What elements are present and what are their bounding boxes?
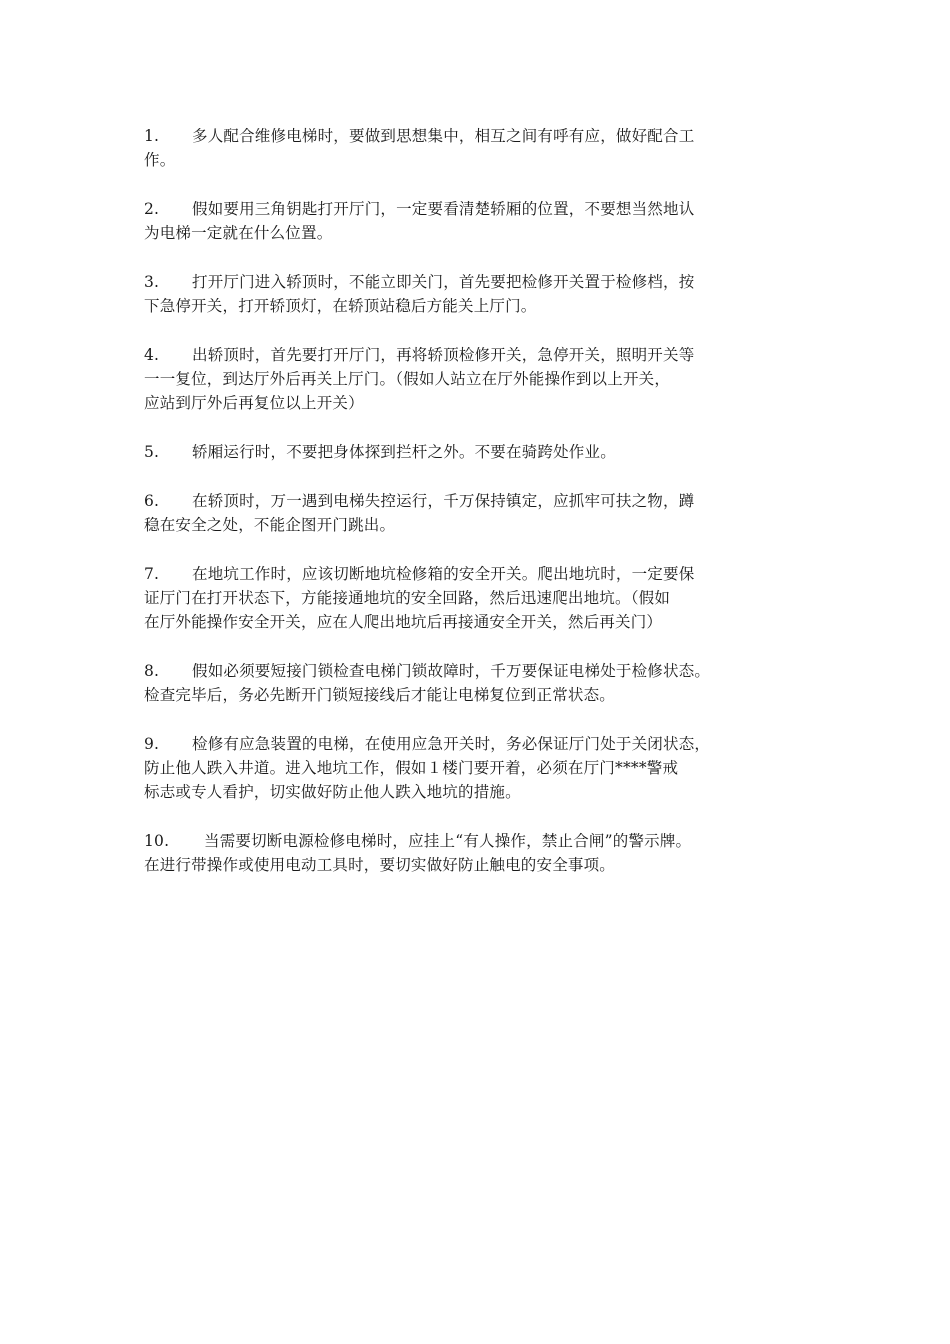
list-line: 为电梯一定就在什么位置。 [144, 224, 333, 242]
list-item [144, 270, 824, 318]
item-number: 5. [144, 443, 160, 461]
item-text: 打开厅门进入轿顶时，不能立即关门，首先要把检修开关置于检修档，按 [192, 273, 695, 291]
list-line: 在进行带操作或使用电动工具时，要切实做好防止触电的安全事项。 [144, 856, 616, 874]
list-line: 一一复位，到达厅外后再关上厅门。（假如人站立在厅外能操作到以上开关， [144, 370, 671, 388]
list-line: 应站到厅外后再复位以上开关） [144, 394, 364, 412]
item-text: 多人配合维修电梯时，要做到思想集中，相互之间有呼有应，做好配合工 [192, 127, 695, 145]
list-item [144, 343, 824, 415]
item-number: 7. [144, 565, 160, 583]
list-line: 证厅门在打开状态下，方能接通地坑的安全回路，然后迅速爬出地坑。（假如 [144, 589, 671, 607]
list-item [144, 562, 824, 634]
list-line: 在厅外能操作安全开关，应在人爬出地坑后再接通安全开关，然后再关门） [144, 613, 663, 631]
list-item [144, 829, 824, 877]
list-line [144, 829, 824, 853]
list-item [144, 732, 824, 804]
list-line: 标志或专人看护，切实做好防止他人跌入地坑的措施。 [144, 783, 521, 801]
list-item [144, 489, 824, 537]
document-body [144, 124, 824, 902]
list-line: 检查完毕后，务必先断开门锁短接线后才能让电梯复位到正常状态。 [144, 686, 616, 704]
item-number: 6. [144, 492, 160, 510]
list-line [144, 659, 824, 683]
list-line [144, 440, 824, 464]
item-text: 检修有应急装置的电梯，在使用应急开关时，务必保证厅门处于关闭状态， [192, 735, 711, 753]
item-number: 3. [144, 273, 160, 291]
item-number: 2. [144, 200, 160, 218]
item-number: 9. [144, 735, 160, 753]
list-line: 稳在安全之处，不能企图开门跳出。 [144, 516, 396, 534]
list-line [144, 489, 824, 513]
list-line: 作。 [144, 151, 176, 169]
item-text: 假如要用三角钥匙打开厅门，一定要看清楚轿厢的位置，不要想当然地认 [192, 200, 695, 218]
item-text: 假如必须要短接门锁检查电梯门锁故障时，千万要保证电梯处于检修状态。 [192, 662, 711, 680]
list-line [144, 562, 824, 586]
list-line [144, 732, 824, 756]
list-item [144, 659, 824, 707]
list-item [144, 197, 824, 245]
item-text: 出轿顶时，首先要打开厅门，再将轿顶检修开关，急停开关，照明开关等 [192, 346, 695, 364]
item-text: 在地坑工作时，应该切断地坑检修箱的安全开关。爬出地坑时，一定要保 [192, 565, 695, 583]
list-line [144, 343, 824, 367]
list-line: 下急停开关，打开轿顶灯，在轿顶站稳后方能关上厅门。 [144, 297, 537, 315]
item-number: 10. [144, 832, 170, 850]
list-line [144, 270, 824, 294]
list-item [144, 124, 824, 172]
list-line [144, 124, 824, 148]
list-item [144, 440, 824, 464]
item-number: 4. [144, 346, 160, 364]
list-line: 防止他人跌入井道。进入地坑工作，假如１楼门要开着，必须在厅门****警戒 [144, 759, 679, 777]
item-text: 在轿顶时，万一遇到电梯失控运行，千万保持镇定，应抓牢可扶之物，蹲 [192, 492, 695, 510]
item-number: 8. [144, 662, 160, 680]
item-number: 1. [144, 127, 160, 145]
list-line [144, 197, 824, 221]
item-text: 轿厢运行时，不要把身体探到拦杆之外。不要在骑跨处作业。 [192, 443, 616, 461]
item-text: 当需要切断电源检修电梯时，应挂上“有人操作，禁止合闸”的警示牌。 [204, 832, 692, 850]
